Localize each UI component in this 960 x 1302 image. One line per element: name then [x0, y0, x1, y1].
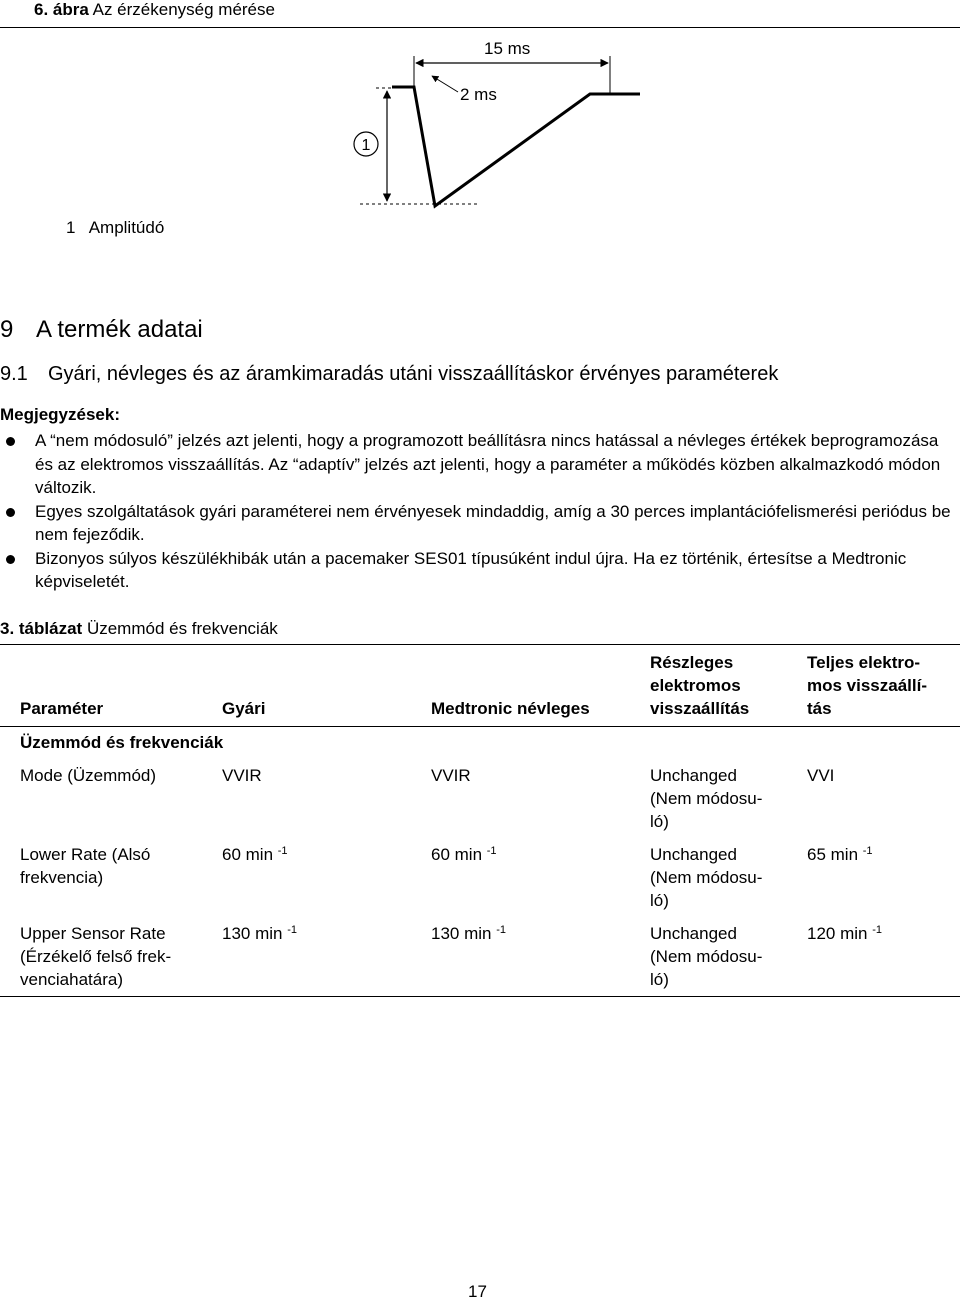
row-upper-sensor-rate-nominal: [431, 922, 506, 945]
nominal-value: VVIR: [431, 766, 471, 785]
partial-line: Unchanged: [650, 845, 737, 864]
row-lower-rate-partial: [650, 843, 762, 912]
header-partial-line: elektromos: [650, 676, 741, 695]
section-number: 9: [0, 316, 14, 343]
dimension-2ms-pointer: [432, 76, 458, 92]
row-lower-rate-nominal: [431, 843, 497, 866]
row-lower-rate-full: [807, 843, 873, 866]
partial-line: ló): [650, 970, 669, 989]
section-title: A termék adatai: [36, 316, 203, 343]
partial-line: Unchanged: [650, 766, 737, 785]
partial-line: Unchanged: [650, 924, 737, 943]
factory-value: 130 min: [222, 924, 283, 943]
table-header-rule: [0, 726, 960, 727]
figure-number: 6. ábra: [34, 0, 89, 19]
note-text: Egyes szolgáltatások gyári paraméterei nem érvényesek mindaddig, amíg a 30 perces implantációfelismerési periódus be nem fejeződik.: [35, 501, 951, 544]
row-lower-rate-factory: [222, 843, 288, 866]
header-full: [807, 651, 927, 720]
nominal-value: 60 min: [431, 845, 483, 864]
subsection-heading: [0, 362, 778, 386]
waveform-line: [392, 87, 640, 206]
note-item: [0, 500, 960, 547]
param-line: (Érzékelő felső frek-: [20, 947, 172, 966]
row-upper-sensor-rate-partial: [650, 922, 762, 991]
notes-list: [0, 429, 960, 594]
bullet-icon: [6, 508, 15, 517]
bullet-icon: [6, 437, 15, 446]
table-bottom-rule: [0, 996, 960, 997]
page-number: 17: [468, 1282, 487, 1301]
factory-exponent: -1: [287, 924, 297, 936]
row-mode-full: [807, 764, 834, 787]
header-partial: [650, 651, 749, 720]
legend-text: Amplitúdó: [88, 218, 165, 237]
top-rule: [0, 27, 960, 28]
full-exponent: -1: [862, 845, 873, 857]
note-item: [0, 547, 960, 594]
param-line: venciahatára): [20, 970, 124, 989]
notes-title: Megjegyzések:: [0, 405, 120, 424]
param-line: frekvencia): [20, 868, 104, 887]
note-text: Bizonyos súlyos készülékhibák után a pacemaker SES01 típusúként indul újra. Ha ez történik, értesítse a Medtronic képviseletét.: [35, 548, 907, 591]
bullet-icon: [6, 555, 15, 564]
note-text: A “nem módosuló” jelzés azt jelenti, hogy a programozott beállításra nincs hatással a névleges értékek beprogramozása és az elektromos visszaállítás. Az “adaptív” jelzés azt jelenti, hogy a paraméter a működés közben alkalmazkodó módon változik.: [35, 431, 941, 497]
table-top-rule: [0, 644, 960, 645]
partial-line: (Nem módosu-: [650, 789, 763, 808]
section-heading: [0, 316, 203, 344]
header-partial-line: visszaállítás: [650, 699, 750, 718]
row-mode-param: [20, 764, 156, 787]
partial-line: (Nem módosu-: [650, 868, 763, 887]
row-upper-sensor-rate-param: [20, 922, 171, 991]
nominal-value: 130 min: [431, 924, 492, 943]
figure-caption: [34, 0, 275, 20]
partial-line: (Nem módosu-: [650, 947, 763, 966]
header-factory: Gyári: [222, 699, 266, 718]
full-value: 120 min: [807, 924, 868, 943]
param-line: Lower Rate (Alsó: [20, 845, 151, 864]
param-line: Upper Sensor Rate: [20, 924, 166, 943]
param-line: Mode (Üzemmód): [20, 766, 157, 785]
row-mode-partial: [650, 764, 762, 833]
table-title: Üzemmód és frekvenciák: [86, 619, 278, 638]
sensitivity-waveform-diagram: [340, 30, 660, 220]
legend-number: 1: [66, 218, 76, 237]
header-full-line: mos visszaállí-: [807, 676, 928, 695]
row-lower-rate-param: [20, 843, 150, 889]
partial-line: ló): [650, 812, 669, 831]
header-param: Paraméter: [20, 699, 104, 718]
factory-value: 60 min: [222, 845, 274, 864]
partial-line: ló): [650, 891, 669, 910]
table-number: 3. táblázat: [0, 619, 83, 638]
factory-exponent: -1: [277, 845, 288, 857]
header-full-line: Teljes elektro-: [807, 653, 921, 672]
full-exponent: -1: [872, 924, 882, 936]
label-15ms: 15 ms: [484, 39, 531, 58]
row-mode-factory: [222, 764, 262, 787]
factory-value: VVIR: [222, 766, 262, 785]
header-partial-line: Részleges: [650, 653, 734, 672]
nominal-exponent: -1: [486, 845, 497, 857]
figure-title: Az érzékenység mérése: [92, 0, 275, 19]
table-caption: [0, 619, 278, 639]
full-value: VVI: [807, 766, 835, 785]
row-upper-sensor-rate-factory: [222, 922, 297, 945]
header-nominal: Medtronic névleges: [431, 699, 590, 718]
subsection-number: 9.1: [0, 363, 28, 385]
note-item: [0, 429, 960, 500]
table-group-heading: Üzemmód és frekvenciák: [20, 733, 224, 752]
row-upper-sensor-rate-full: [807, 922, 882, 945]
subsection-title: Gyári, névleges és az áramkimaradás utáni visszaállításkor érvényes paraméterek: [48, 363, 779, 385]
nominal-exponent: -1: [496, 924, 506, 936]
full-value: 65 min: [807, 845, 859, 864]
label-2ms: 2 ms: [460, 85, 497, 104]
header-full-line: tás: [807, 699, 832, 718]
amplitude-marker-text: 1: [361, 137, 371, 154]
figure-legend: [66, 218, 164, 238]
row-mode-nominal: [431, 764, 471, 787]
